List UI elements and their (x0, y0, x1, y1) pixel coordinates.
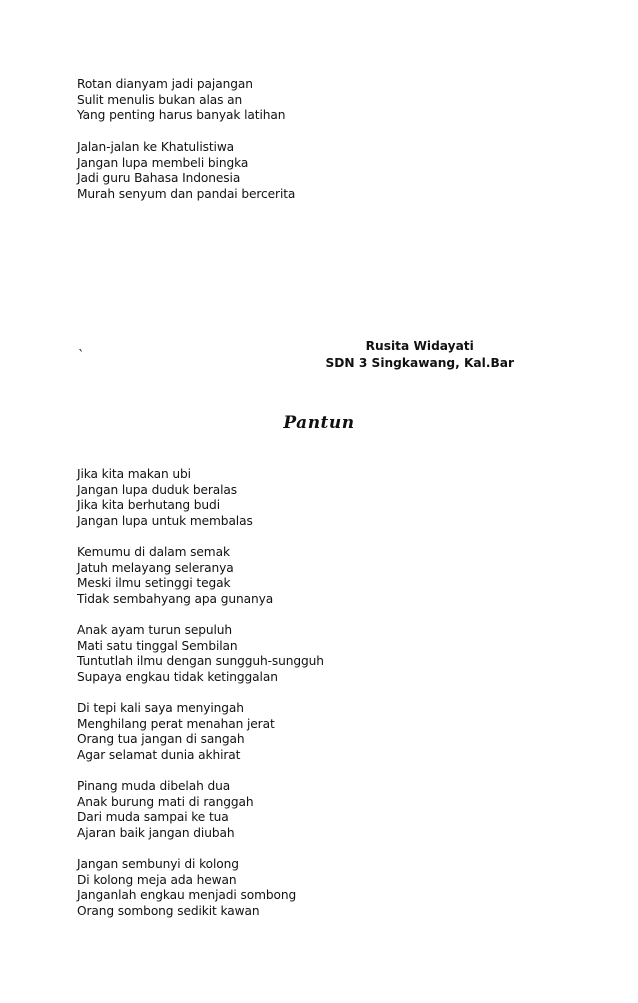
poem-line: Yang penting harus banyak latihan (77, 108, 286, 123)
poem-line: Di kolong meja ada hewan (77, 872, 237, 887)
stanza-6 (77, 857, 296, 920)
poem-line: Jangan lupa membeli bingka (77, 155, 249, 170)
poem-line: Ajaran baik jangan diubah (77, 826, 235, 841)
stanza-2 (77, 545, 273, 608)
poem-line: Jadi guru Bahasa Indonesia (77, 171, 241, 186)
poem-line: Jatuh melayang seleranya (77, 560, 234, 575)
poem-line: Anak burung mati di ranggah (77, 794, 254, 809)
poem-line: Orang tua jangan di sangah (77, 732, 245, 747)
poem-line: Kemumu di dalam semak (77, 545, 230, 559)
poem-line: Jalan-jalan ke Khatulistiwa (77, 140, 235, 154)
poem-line: Pinang muda dibelah dua (77, 779, 231, 793)
poem-line: Mati satu tinggal Sembilan (77, 638, 238, 653)
author-signature (325, 338, 514, 372)
poem-line: Anak ayam turun sepuluh (77, 623, 233, 637)
stanza-5 (77, 779, 254, 842)
poem-line: Supaya engkau tidak ketinggalan (77, 670, 278, 685)
author-name: Rusita Widayati (365, 339, 474, 353)
stanza-1 (77, 467, 253, 530)
stanza-4 (77, 701, 275, 764)
stanza-rotan (77, 77, 285, 124)
poem-line: Jangan lupa duduk beralas (77, 482, 238, 497)
poem-line: Tidak sembahyang apa gunanya (77, 592, 274, 607)
stray-backtick: ` (78, 349, 85, 364)
poem-line: Agar selamat dunia akhirat (77, 748, 241, 763)
poem-line: Jangan sembunyi di kolong (77, 857, 239, 871)
poem-line: Sulit menulis bukan alas an (77, 92, 243, 107)
poem-line: Dari muda sampai ke tua (77, 810, 229, 825)
poem-line: Di tepi kali saya menyingah (77, 701, 244, 715)
poem-line: Murah senyum dan pandai bercerita (77, 187, 296, 202)
poem-line: Janganlah engkau menjadi sombong (77, 888, 297, 903)
poem-line: Jika kita makan ubi (77, 467, 191, 481)
author-school: SDN 3 Singkawang, Kal.Bar (325, 356, 514, 370)
poem-line: Jangan lupa untuk membalas (77, 514, 253, 529)
page-title: Pantun (283, 413, 355, 433)
poem-line: Jika kita berhutang budi (77, 498, 220, 513)
poem-line: Menghilang perat menahan jerat (77, 716, 275, 731)
poem-line: Tuntutlah ilmu dengan sungguh-sungguh (77, 654, 324, 669)
stanza-3 (77, 623, 324, 686)
poem-line: Orang sombong sedikit kawan (77, 904, 260, 919)
poem-line: Rotan dianyam jadi pajangan (77, 77, 253, 91)
poem-line: Meski ilmu setinggi tegak (77, 576, 231, 591)
stanza-khatulistiwa (77, 140, 295, 203)
